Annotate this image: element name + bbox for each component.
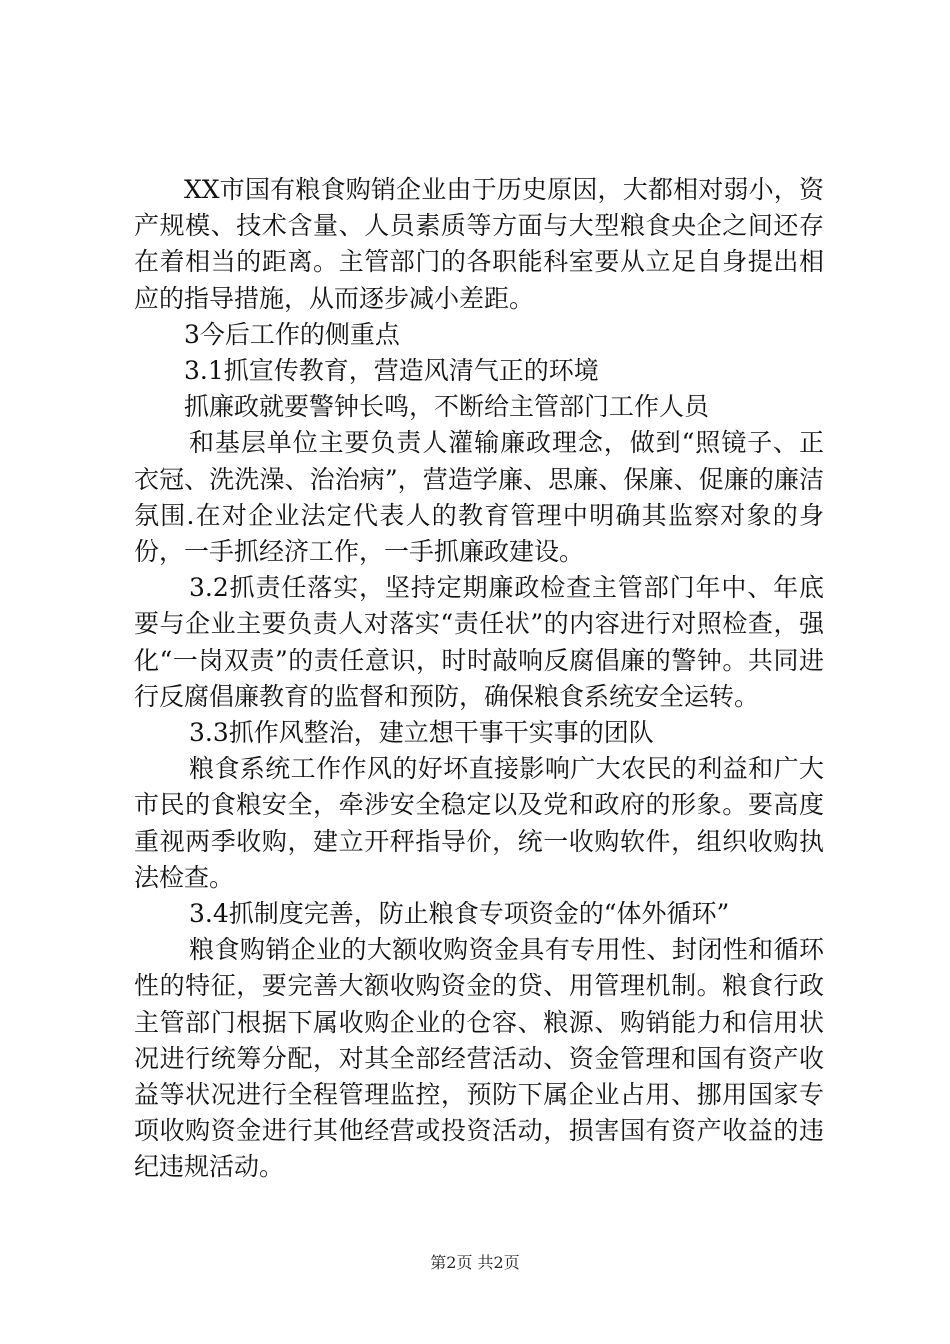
heading-3-4: 3.4抓制度完善，防止粮食专项资金的“体外循环” <box>189 899 730 929</box>
paragraph-3-4-body: 粮食购销企业的大额收购资金具有专用性、封闭性和循环性的特征，要完善大额收购资金的贷、用管理机制。粮食行政主管部门根据下属收购企业的仓容、粮源、购销能力和信用状况进行统筹分配，对其全部经营活动、资金管理和国有资产收益等状况进行全程管理监控，预防下属企业占用、挪用国家专项收购资金进行其他经营或投资活动，损害国有资产收益的违纪违规活动。 <box>134 935 824 1182</box>
paragraph-3-3-body: 粮食系统工作作风的好坏直接影响广大农民的利益和广大市民的食粮安全，牵涉安全稳定以及党和政府的形象。要高度重视两季收购，建立开秤指导价，统一收购软件，组织收购执法检查。 <box>134 754 824 892</box>
page-number-footer: 第2页 共2页 <box>430 1253 520 1272</box>
paragraph-3-1-lead: 抓廉政就要警钟长鸣，不断给主管部门工作人员 <box>184 392 710 422</box>
document-body <box>134 172 824 1186</box>
heading-section-3: 3今后工作的侧重点 <box>184 319 400 349</box>
paragraph-3-1-body: 和基层单位主要负责人灌输廉政理念，做到“照镜子、正衣冠、洗洗澡、治治病”，营造学廉、思廉、保廉、促廉的廉洁氛围.在对企业法定代表人的教育管理中明确其监察对象的身份，一手抓经济工作，一手抓廉政建设。 <box>134 428 824 567</box>
heading-3-1: 3.1抓宣传教育，营造风清气正的环境 <box>184 356 599 386</box>
heading-3-3: 3.3抓作风整治，建立想干事干实事的团队 <box>189 718 654 748</box>
paragraph-intro: XX市国有粮食购销企业由于历史原因，大都相对弱小，资产规模、技术含量、人员素质等方面与大型粮食央企之间还存在着相当的距离。主管部门的各职能科室要从立足自身提出相应的指导措施，从而逐步减小差距。 <box>134 175 824 313</box>
paragraph-3-2: 3.2抓责任落实，坚持定期廉政检查主管部门年中、年底要与企业主要负责人对落实“责任状”的内容进行对照检查，强化“一岗双责”的责任意识，时时敲响反腐倡廉的警钟。共同进行反腐倡廉教育的监督和预防，确保粮食系统安全运转。 <box>134 573 824 711</box>
